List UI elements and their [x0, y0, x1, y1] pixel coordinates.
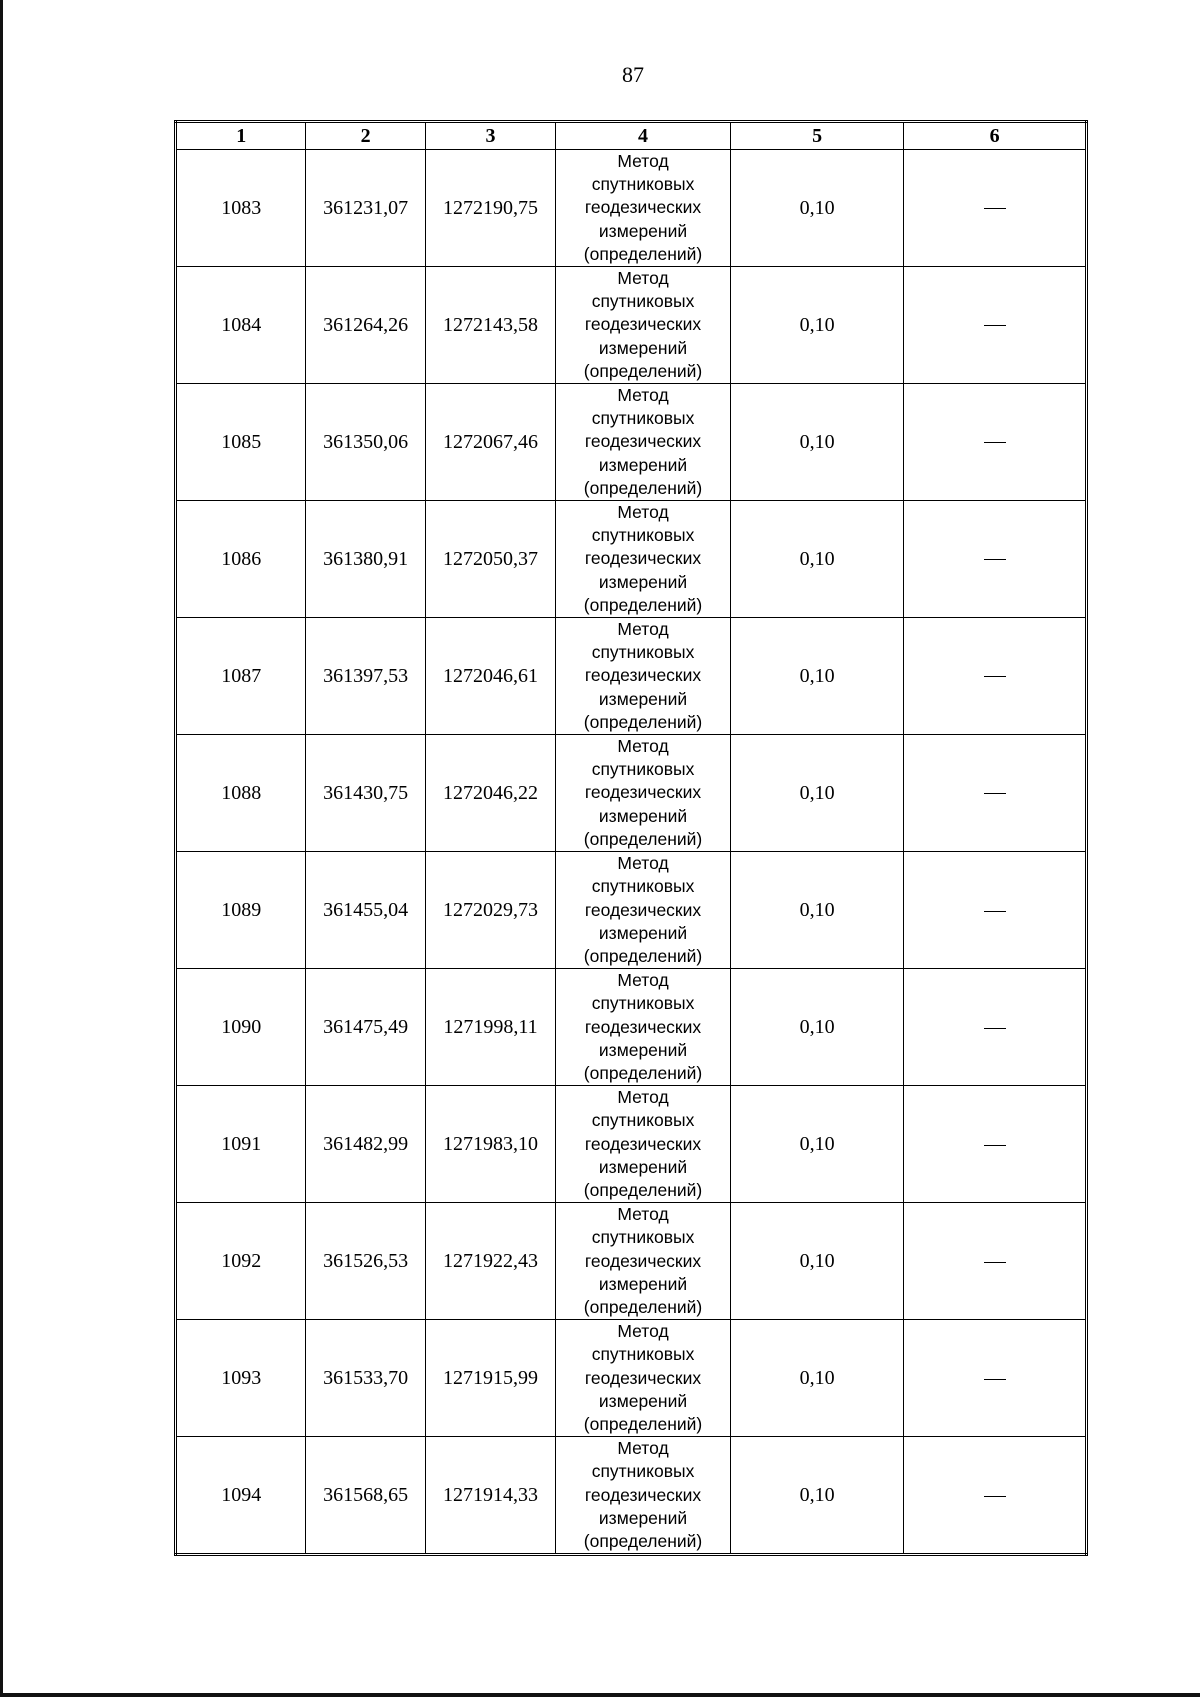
method-line: Метод	[617, 736, 669, 757]
page-number: 87	[622, 62, 644, 87]
method-line: геодезических	[584, 1367, 702, 1388]
table-row	[176, 267, 1087, 384]
note-cell	[904, 735, 1087, 852]
table-body	[176, 150, 1087, 1555]
dash-mark	[984, 1145, 1006, 1146]
method-line: Метод	[617, 853, 669, 874]
dash-mark	[984, 559, 1006, 560]
note-cell	[904, 150, 1087, 267]
note-cell	[904, 1086, 1087, 1203]
method-line: (определений)	[583, 243, 703, 264]
x-coordinate-cell: 361568,65	[306, 1437, 425, 1555]
method-cell	[556, 735, 731, 852]
method-cell	[556, 618, 731, 735]
x-coordinate-cell: 361482,99	[306, 1086, 425, 1203]
scan-edge-left	[0, 0, 3, 1697]
x-coordinate-cell: 361526,53	[306, 1203, 425, 1320]
accuracy-cell: 0,10	[730, 1203, 904, 1320]
method-cell	[556, 150, 731, 267]
method-line: измерений	[598, 1273, 688, 1294]
method-line: геодезических	[584, 1016, 702, 1037]
column-header: 1	[176, 122, 306, 150]
method-line: (определений)	[583, 1530, 703, 1551]
y-coordinate-cell: 1271914,33	[425, 1437, 555, 1555]
scan-edge-bottom	[0, 1693, 1200, 1697]
method-cell	[556, 1320, 731, 1437]
y-coordinate-cell: 1272046,22	[425, 735, 555, 852]
table-row	[176, 735, 1087, 852]
method-line: (определений)	[583, 1062, 703, 1083]
y-coordinate-cell: 1272143,58	[425, 267, 555, 384]
method-cell	[556, 969, 731, 1086]
method-line: Метод	[617, 1321, 669, 1342]
method-line: измерений	[598, 337, 688, 358]
method-line: геодезических	[584, 197, 702, 218]
table-header-row	[176, 122, 1087, 150]
column-header: 3	[425, 122, 555, 150]
method-line: измерений	[598, 1039, 688, 1060]
accuracy-cell: 0,10	[730, 969, 904, 1086]
dash-mark	[984, 325, 1006, 326]
method-line: спутниковых	[591, 642, 695, 663]
method-cell	[556, 1437, 731, 1555]
table-row	[176, 1203, 1087, 1320]
accuracy-cell: 0,10	[730, 852, 904, 969]
accuracy-cell: 0,10	[730, 150, 904, 267]
y-coordinate-cell: 1272046,61	[425, 618, 555, 735]
method-line: спутниковых	[591, 1110, 695, 1131]
point-id-cell: 1089	[176, 852, 306, 969]
method-line: измерений	[598, 571, 688, 592]
y-coordinate-cell: 1271922,43	[425, 1203, 555, 1320]
point-id-cell: 1083	[176, 150, 306, 267]
y-coordinate-cell: 1271915,99	[425, 1320, 555, 1437]
method-cell	[556, 1203, 731, 1320]
table-row	[176, 150, 1087, 267]
method-line: Метод	[617, 619, 669, 640]
note-cell	[904, 1320, 1087, 1437]
x-coordinate-cell: 361264,26	[306, 267, 425, 384]
method-line: измерений	[598, 220, 688, 241]
accuracy-cell: 0,10	[730, 501, 904, 618]
method-line: (определений)	[583, 1296, 703, 1317]
dash-mark	[984, 1496, 1006, 1497]
y-coordinate-cell: 1272050,37	[425, 501, 555, 618]
note-cell	[904, 267, 1087, 384]
method-line: Метод	[617, 1438, 669, 1459]
method-line: Метод	[617, 151, 669, 171]
table-row	[176, 384, 1087, 501]
table-row	[176, 618, 1087, 735]
method-line: (определений)	[583, 360, 703, 381]
x-coordinate-cell: 361475,49	[306, 969, 425, 1086]
method-line: спутниковых	[591, 525, 695, 546]
method-line: геодезических	[584, 782, 702, 803]
method-line: геодезических	[584, 548, 702, 569]
dash-mark	[984, 793, 1006, 794]
method-line: Метод	[617, 970, 669, 991]
method-cell	[556, 852, 731, 969]
method-cell	[556, 501, 731, 618]
method-line: геодезических	[584, 1484, 702, 1505]
coordinates-table	[174, 120, 1088, 1556]
method-line: Метод	[617, 1087, 669, 1108]
method-line: (определений)	[583, 477, 703, 498]
y-coordinate-cell: 1272067,46	[425, 384, 555, 501]
method-line: Метод	[617, 502, 669, 523]
x-coordinate-cell: 361455,04	[306, 852, 425, 969]
method-line: Метод	[617, 385, 669, 406]
method-line: (определений)	[583, 1413, 703, 1434]
point-id-cell: 1093	[176, 1320, 306, 1437]
column-header: 6	[904, 122, 1087, 150]
point-id-cell: 1086	[176, 501, 306, 618]
point-id-cell: 1094	[176, 1437, 306, 1555]
method-line: геодезических	[584, 1250, 702, 1271]
x-coordinate-cell: 361430,75	[306, 735, 425, 852]
accuracy-cell: 0,10	[730, 1437, 904, 1555]
accuracy-cell: 0,10	[730, 735, 904, 852]
method-cell	[556, 384, 731, 501]
table-row	[176, 852, 1087, 969]
method-line: измерений	[598, 1156, 688, 1177]
column-header: 4	[556, 122, 731, 150]
note-cell	[904, 1203, 1087, 1320]
point-id-cell: 1090	[176, 969, 306, 1086]
accuracy-cell: 0,10	[730, 1086, 904, 1203]
method-line: геодезических	[584, 899, 702, 920]
method-line: измерений	[598, 805, 688, 826]
method-line: геодезических	[584, 314, 702, 335]
method-line: измерений	[598, 1390, 688, 1411]
table-row	[176, 501, 1087, 618]
accuracy-cell: 0,10	[730, 267, 904, 384]
method-line: спутниковых	[591, 876, 695, 897]
method-line: спутниковых	[591, 993, 695, 1014]
method-line: спутниковых	[591, 291, 695, 312]
method-line: измерений	[598, 454, 688, 475]
method-line: (определений)	[583, 711, 703, 732]
accuracy-cell: 0,10	[730, 618, 904, 735]
method-line: (определений)	[583, 828, 703, 849]
method-line: (определений)	[583, 945, 703, 966]
x-coordinate-cell: 361397,53	[306, 618, 425, 735]
note-cell	[904, 618, 1087, 735]
note-cell	[904, 384, 1087, 501]
column-header: 2	[306, 122, 425, 150]
point-id-cell: 1084	[176, 267, 306, 384]
method-line: измерений	[598, 922, 688, 943]
accuracy-cell: 0,10	[730, 1320, 904, 1437]
dash-mark	[984, 442, 1006, 443]
method-line: спутниковых	[591, 1344, 695, 1365]
point-id-cell: 1088	[176, 735, 306, 852]
dash-mark	[984, 208, 1006, 209]
dash-mark	[984, 676, 1006, 677]
method-line: спутниковых	[591, 408, 695, 429]
table-row	[176, 1086, 1087, 1203]
method-cell	[556, 1086, 731, 1203]
method-line: геодезических	[584, 665, 702, 686]
method-line: геодезических	[584, 431, 702, 452]
point-id-cell: 1091	[176, 1086, 306, 1203]
method-line: спутниковых	[591, 1227, 695, 1248]
dash-mark	[984, 911, 1006, 912]
table-row	[176, 1320, 1087, 1437]
method-line: Метод	[617, 1204, 669, 1225]
column-header: 5	[730, 122, 904, 150]
x-coordinate-cell: 361380,91	[306, 501, 425, 618]
method-line: геодезических	[584, 1133, 702, 1154]
accuracy-cell: 0,10	[730, 384, 904, 501]
x-coordinate-cell: 361533,70	[306, 1320, 425, 1437]
note-cell	[904, 852, 1087, 969]
y-coordinate-cell: 1271983,10	[425, 1086, 555, 1203]
dash-mark	[984, 1262, 1006, 1263]
point-id-cell: 1085	[176, 384, 306, 501]
point-id-cell: 1092	[176, 1203, 306, 1320]
method-line: Метод	[617, 268, 669, 289]
y-coordinate-cell: 1271998,11	[425, 969, 555, 1086]
table-row	[176, 1437, 1087, 1555]
y-coordinate-cell: 1272029,73	[425, 852, 555, 969]
method-line: (определений)	[583, 1179, 703, 1200]
y-coordinate-cell: 1272190,75	[425, 150, 555, 267]
method-cell	[556, 267, 731, 384]
note-cell	[904, 501, 1087, 618]
method-line: измерений	[598, 688, 688, 709]
dash-mark	[984, 1028, 1006, 1029]
method-line: спутниковых	[591, 174, 695, 195]
note-cell	[904, 969, 1087, 1086]
point-id-cell: 1087	[176, 618, 306, 735]
method-line: измерений	[598, 1507, 688, 1528]
x-coordinate-cell: 361350,06	[306, 384, 425, 501]
x-coordinate-cell: 361231,07	[306, 150, 425, 267]
note-cell	[904, 1437, 1087, 1555]
table-row	[176, 969, 1087, 1086]
method-line: спутниковых	[591, 1461, 695, 1482]
method-line: спутниковых	[591, 759, 695, 780]
method-line: (определений)	[583, 594, 703, 615]
dash-mark	[984, 1379, 1006, 1380]
